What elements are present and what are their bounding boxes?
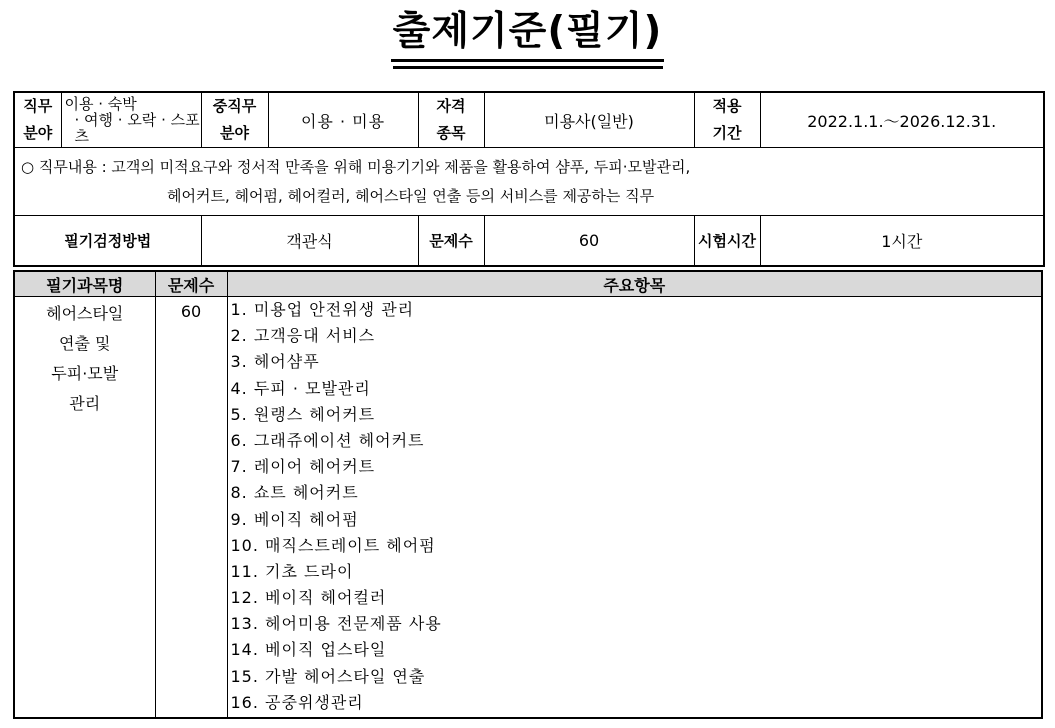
duty-line-1: ○ 직무내용 : 고객의 미적요구와 정서적 만족을 위해 미용기기와 제품을 활용하여 샴푸, 두피·모발관리, (21, 157, 691, 176)
period-value: 2022.1.1.～2026.12.31. (760, 92, 1044, 148)
period-label-line1: 적용 (712, 97, 742, 115)
list-item: 8. 쇼트 헤어커트 (230, 483, 359, 503)
mid-field-label-line1: 중직무 (212, 97, 257, 115)
title-area (0, 8, 1055, 62)
time-value: 1시간 (760, 216, 1044, 266)
period-label-line2: 기간 (712, 124, 742, 142)
list-item: 12. 베이직 헤어컬러 (230, 588, 387, 608)
num-value: 60 (484, 216, 694, 266)
field-value-line2: · 여행 · 오락 · 스포츠 (74, 111, 200, 145)
items-list (227, 297, 1042, 718)
page-title: 출제기준(필기) (391, 8, 665, 62)
list-item: 3. 헤어샴푸 (230, 352, 320, 372)
header-count: 문제수 (155, 271, 227, 297)
list-item: 14. 베이직 업스타일 (230, 640, 387, 660)
list-item: 16. 공중위생관리 (230, 692, 364, 712)
cert-label-line1: 자격 (436, 97, 466, 115)
header-items: 주요항목 (227, 271, 1042, 297)
mid-field-value: 이용 · 미용 (268, 92, 418, 148)
field-value-line1: 이용 · 숙박 (64, 95, 137, 113)
list-item: 6. 그래쥬에이션 헤어커트 (230, 430, 425, 450)
cert-value: 미용사(일반) (484, 92, 694, 148)
list-item: 2. 고객응대 서비스 (230, 326, 376, 346)
list-item: 10. 매직스트레이트 헤어펌 (230, 535, 436, 555)
list-item: 5. 원랭스 헤어커트 (230, 404, 376, 424)
duty-description (14, 148, 1044, 216)
list-item: 11. 기초 드라이 (230, 561, 354, 581)
list-item: 4. 두피 · 모발관리 (230, 378, 371, 398)
cert-label (418, 92, 484, 148)
num-label: 문제수 (418, 216, 484, 266)
field-label-line2: 분야 (23, 124, 53, 142)
subject-line: 연출 및 (59, 334, 111, 353)
method-value: 객관식 (201, 216, 418, 266)
header-subject: 필기과목명 (14, 271, 155, 297)
duty-line-2: 헤어커트, 헤어펌, 헤어컬러, 헤어스타일 연출 등의 서비스를 제공하는 직무 (167, 186, 655, 205)
cert-label-line2: 종목 (436, 124, 466, 142)
list-item: 7. 레이어 헤어커트 (230, 457, 376, 477)
subject-name (14, 297, 155, 718)
list-item: 1. 미용업 안전위생 관리 (230, 300, 415, 319)
subject-line: 두피·모발 (51, 364, 119, 383)
title-double-underline (393, 66, 663, 69)
list-item: 9. 베이직 헤어펌 (230, 509, 359, 529)
field-value (61, 92, 201, 148)
info-table (13, 91, 1045, 267)
method-label: 필기검정방법 (14, 216, 201, 266)
period-label (694, 92, 760, 148)
mid-field-label-line2: 분야 (220, 124, 249, 142)
subject-line: 헤어스타일 (46, 304, 124, 323)
field-label (14, 92, 61, 148)
list-item: 15. 가발 헤어스타일 연출 (230, 666, 426, 686)
list-item: 13. 헤어미용 전문제품 사용 (230, 614, 442, 634)
subjects-table (13, 270, 1043, 719)
subject-count: 60 (155, 297, 227, 718)
time-label: 시험시간 (694, 216, 760, 266)
subject-line: 관리 (69, 394, 101, 413)
mid-field-label (201, 92, 268, 148)
field-label-line1: 직무 (23, 97, 53, 115)
